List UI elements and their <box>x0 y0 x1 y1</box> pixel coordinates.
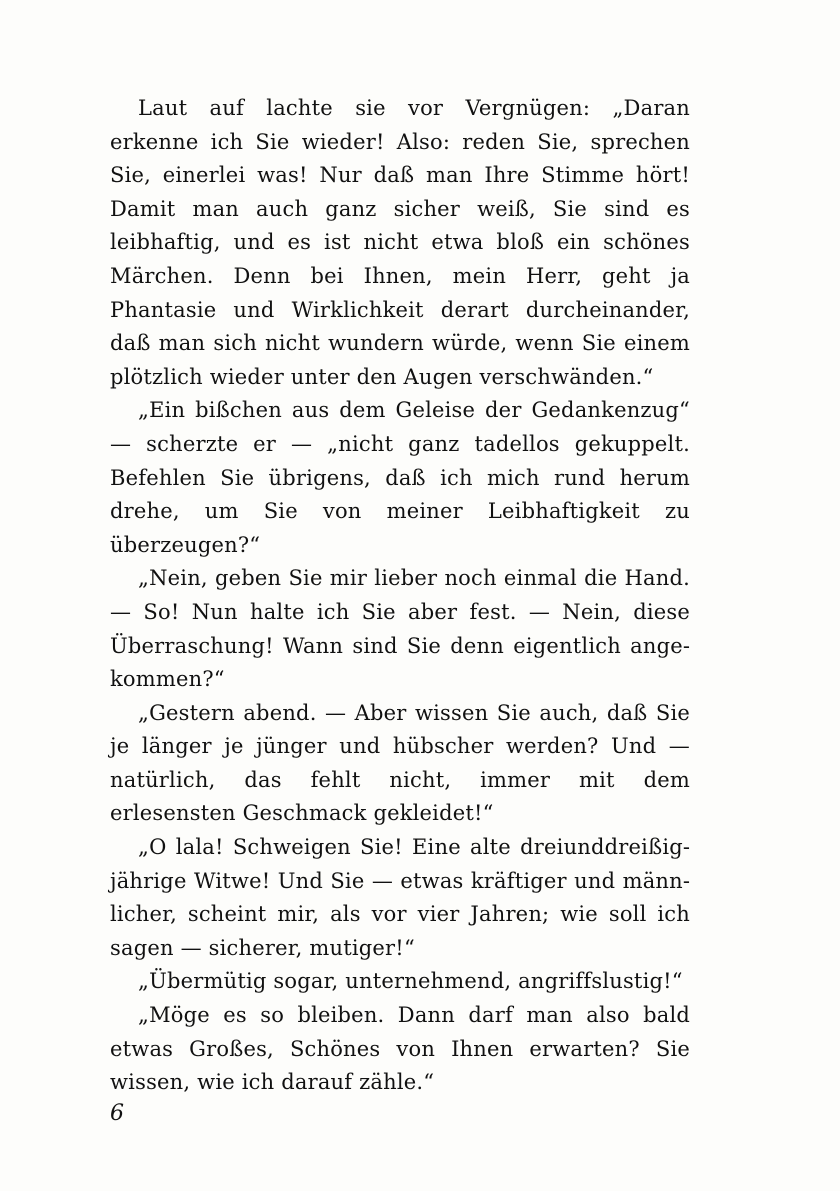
paragraph-2: „Ein bißchen aus dem Geleise der Gedankenzug“ — scherzte er — „nicht ganz tadellos gekuppelt. Befehlen Sie übrigens, daß ich mich rund herum drehe, um Sie von meiner Leibhaftigkeit zu überzeugen?“ <box>110 398 690 557</box>
paragraph-5: „O lala! Schweigen Sie! Eine alte dreiunddreißigjährige Witwe! Und Sie — etwas kräftiger und männlicher, scheint mir, als vor vier Jahren; wie soll ich sagen — sicherer, mutiger!“ <box>110 835 690 960</box>
page-number: 6 <box>110 1101 124 1126</box>
text-block <box>110 92 690 1100</box>
paragraph-1: Laut auf lachte sie vor Vergnügen: „Daran erkenne ich Sie wieder! Also: reden Sie, sprechen Sie, einerlei was! Nur daß man Ihre Stimme hört! Damit man auch ganz sicher weiß, Sie sind es leibhaftig, und es ist nicht etwa bloß ein schönes Märchen. Denn bei Ihnen, mein Herr, geht ja Phantasie und Wirklichkeit derart durcheinander, daß man sich nicht wundern würde, wenn Sie einem plötzlich wieder unter den Augen verschwänden.“ <box>110 96 690 389</box>
paragraph-6: „Übermütig sogar, unternehmend, angriffslustig!“ <box>138 969 683 994</box>
paragraph-7: „Möge es so bleiben. Dann darf man also bald etwas Großes, Schönes von Ihnen erwarten? Sie wissen, wie ich darauf zähle.“ <box>110 1003 690 1095</box>
paragraph-4: „Gestern abend. — Aber wissen Sie auch, daß Sie je länger je jünger und hübscher werden? Und — natürlich, das fehlt nicht, immer mit dem erlesensten Geschmack gekleidet!“ <box>110 700 690 826</box>
paragraph-3: „Nein, geben Sie mir lieber noch einmal die Hand. — So! Nun halte ich Sie aber fest. — Nein, diese Überraschung! Wann sind Sie denn eigentlich angekommen?“ <box>110 566 690 692</box>
